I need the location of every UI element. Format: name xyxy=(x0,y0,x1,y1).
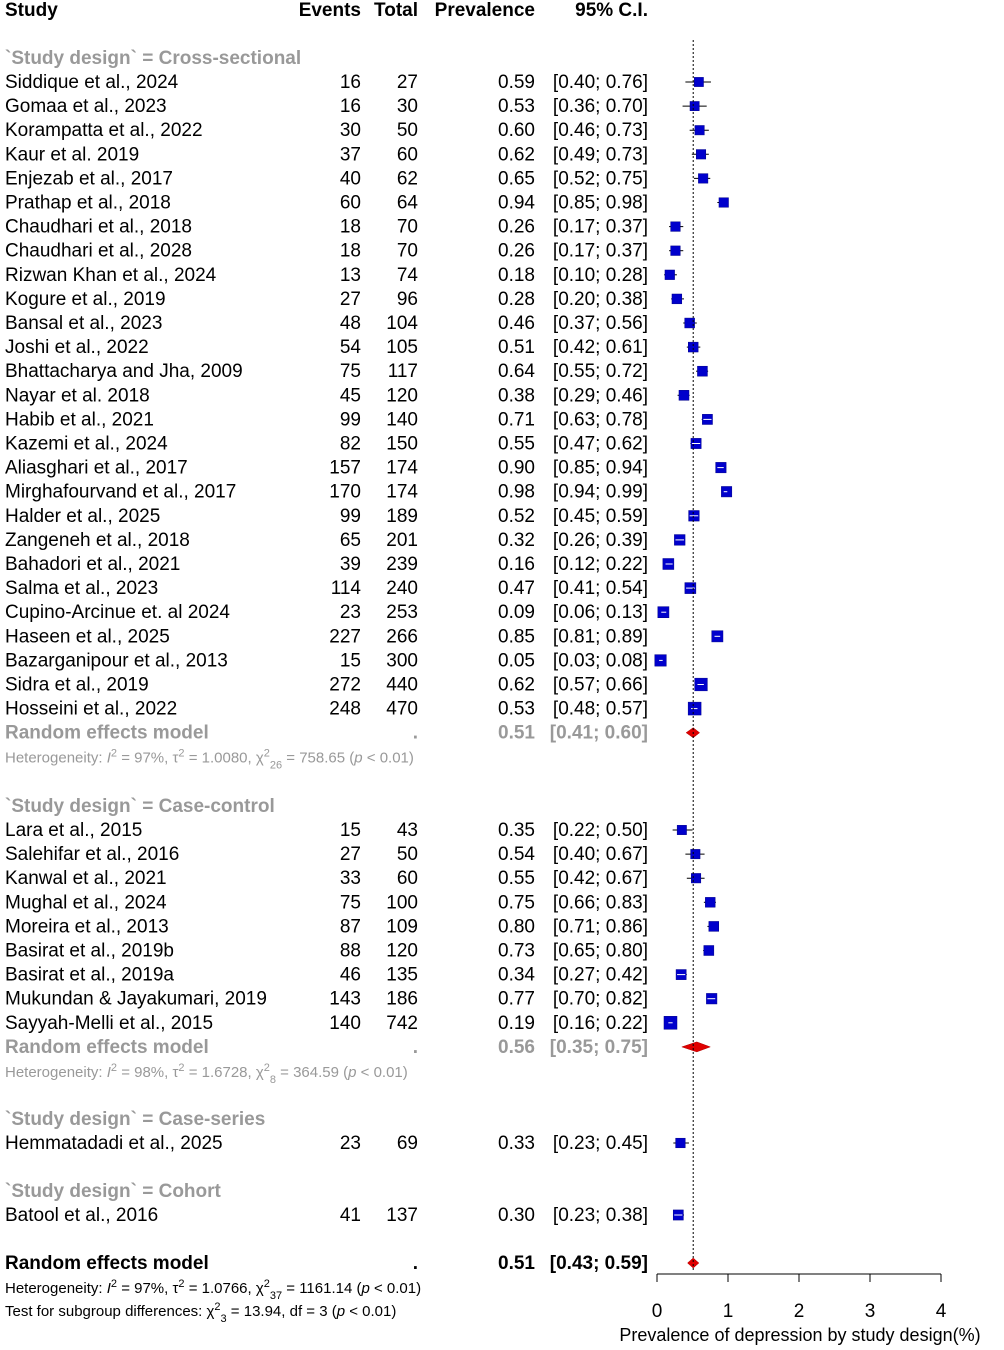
study-label: Chaudhari et al., 2028 xyxy=(5,240,192,262)
study-square xyxy=(679,390,689,400)
events-value: 227 xyxy=(329,626,361,648)
prevalence-value: 0.60 xyxy=(498,120,535,142)
prevalence-value: 0.59 xyxy=(498,72,535,93)
total-value: 240 xyxy=(386,578,418,600)
ci-value: [0.46; 0.73] xyxy=(552,120,648,142)
total-value: 201 xyxy=(386,529,418,551)
total-value: 27 xyxy=(396,72,418,93)
events-value: 143 xyxy=(329,988,361,1010)
study-label: Batool et al., 2016 xyxy=(5,1205,159,1226)
total-value: 50 xyxy=(396,844,418,866)
prevalence-value: 0.75 xyxy=(498,892,535,914)
ci-value: [0.52; 0.75] xyxy=(552,168,648,190)
ci-value: [0.66; 0.83] xyxy=(552,892,648,914)
events-value: 30 xyxy=(339,120,361,142)
prevalence-value: 0.18 xyxy=(498,264,535,286)
study-label: Mukundan & Jayakumari, 2019 xyxy=(5,988,267,1010)
prevalence-value: 0.62 xyxy=(498,144,535,166)
total-value: 104 xyxy=(386,313,418,334)
study-square xyxy=(698,174,708,184)
prevalence-value: 0.09 xyxy=(498,602,535,624)
events-value: 75 xyxy=(339,361,361,383)
total-value: 120 xyxy=(386,940,418,962)
events-value: 23 xyxy=(339,1133,361,1154)
study-square xyxy=(690,101,699,110)
total-value: 470 xyxy=(386,698,418,720)
subgroup-heterogeneity: Heterogeneity: $I^2 = 97\%$, $\tau^2 = 1.0080$, $\chi^2_{26} = 758.65$ (p < 0.01) xyxy=(5,747,414,772)
study-square xyxy=(688,342,698,352)
total-value: 742 xyxy=(386,1012,418,1034)
x-tick-label: 2 xyxy=(793,1301,805,1322)
events-value: 15 xyxy=(339,820,361,841)
total-value: 440 xyxy=(386,674,418,696)
ci-value: [0.40; 0.67] xyxy=(552,844,648,866)
overall-pooled-label: Random effects model xyxy=(5,1253,209,1274)
total-value: 60 xyxy=(396,144,418,166)
events-value: 18 xyxy=(339,216,361,238)
total-value: 135 xyxy=(386,964,418,986)
total-value: 70 xyxy=(396,216,418,238)
study-square xyxy=(691,849,700,858)
events-value: 23 xyxy=(339,602,361,624)
subgroup-pooled-diamond xyxy=(682,1042,710,1052)
ci-value: [0.85; 0.98] xyxy=(552,192,648,214)
events-value: 27 xyxy=(339,844,361,866)
header-ci: 95% C.I. xyxy=(575,0,648,21)
study-square xyxy=(677,825,686,834)
ci-value: [0.40; 0.76] xyxy=(552,72,648,93)
total-value: 266 xyxy=(386,626,418,648)
events-value: 16 xyxy=(339,72,361,93)
study-label: Hemmatadadi et al., 2025 xyxy=(5,1133,223,1154)
study-label: Basirat et al., 2019a xyxy=(5,964,174,986)
study-label: Hosseini et al., 2022 xyxy=(5,698,178,720)
events-value: 18 xyxy=(339,240,361,262)
events-value: 45 xyxy=(339,385,361,407)
prevalence-value: 0.51 xyxy=(498,337,535,359)
events-value: 54 xyxy=(339,337,361,359)
ci-value: [0.03; 0.08] xyxy=(552,650,648,672)
events-value: 33 xyxy=(339,868,361,890)
events-value: 48 xyxy=(339,313,361,334)
ci-value: [0.06; 0.13] xyxy=(552,602,648,624)
ci-value: [0.16; 0.22] xyxy=(552,1012,648,1034)
total-value: 117 xyxy=(387,361,418,383)
events-value: 39 xyxy=(339,554,361,575)
prevalence-value: 0.46 xyxy=(498,313,535,334)
subgroup-header: `Study design` = Case-series xyxy=(5,1109,266,1130)
prevalence-value: 0.16 xyxy=(498,554,535,575)
study-square xyxy=(671,222,681,232)
total-value: 174 xyxy=(386,457,418,479)
events-value: 88 xyxy=(339,940,361,962)
subgroup-pooled-ci: [0.41; 0.60] xyxy=(549,722,648,744)
ci-value: [0.41; 0.54] xyxy=(552,578,648,600)
study-label: Joshi et al., 2022 xyxy=(5,337,149,359)
prevalence-value: 0.64 xyxy=(498,361,535,383)
study-square xyxy=(676,1138,686,1148)
events-value: 272 xyxy=(329,674,361,696)
study-label: Chaudhari et al., 2018 xyxy=(5,216,192,238)
study-label: Cupino-Arcinue et. al 2024 xyxy=(5,602,230,624)
ci-value: [0.26; 0.39] xyxy=(552,529,648,551)
total-value: 74 xyxy=(396,264,418,286)
study-label: Haseen et al., 2025 xyxy=(5,626,170,648)
subgroup-pooled-ci: [0.35; 0.75] xyxy=(549,1036,648,1058)
total-value: 140 xyxy=(386,409,418,431)
events-value: 114 xyxy=(330,578,361,600)
ci-value: [0.17; 0.37] xyxy=(552,216,648,238)
total-value: 109 xyxy=(386,916,418,938)
events-value: 157 xyxy=(329,457,361,479)
overall-pooled-prevalence: 0.51 xyxy=(498,1253,535,1274)
prevalence-value: 0.98 xyxy=(498,481,535,503)
x-tick-label: 3 xyxy=(864,1301,876,1322)
ci-value: [0.49; 0.73] xyxy=(552,144,648,166)
total-value: 60 xyxy=(396,868,418,890)
events-value: 140 xyxy=(329,1012,361,1034)
ci-value: [0.65; 0.80] xyxy=(552,940,648,962)
events-value: 65 xyxy=(339,529,361,551)
study-label: Basirat et al., 2019b xyxy=(5,940,174,962)
ci-value: [0.12; 0.22] xyxy=(552,554,648,575)
ci-value: [0.81; 0.89] xyxy=(552,626,648,648)
total-value: 120 xyxy=(386,385,418,407)
ci-value: [0.27; 0.42] xyxy=(552,964,648,986)
events-value: 99 xyxy=(339,505,361,527)
study-label: Enjezab et al., 2017 xyxy=(5,168,173,190)
ci-value: [0.63; 0.78] xyxy=(552,409,648,431)
study-square xyxy=(671,246,681,256)
study-square xyxy=(709,921,719,931)
total-value: 300 xyxy=(386,650,418,672)
prevalence-value: 0.54 xyxy=(498,844,535,866)
ci-value: [0.48; 0.57] xyxy=(552,698,648,720)
prevalence-value: 0.90 xyxy=(498,457,535,479)
total-value: 137 xyxy=(386,1205,418,1226)
events-value: 87 xyxy=(339,916,361,938)
total-value: 174 xyxy=(386,481,418,503)
prevalence-value: 0.71 xyxy=(498,409,535,431)
ci-value: [0.42; 0.61] xyxy=(552,337,648,359)
x-tick-label: 4 xyxy=(935,1301,947,1322)
prevalence-value: 0.28 xyxy=(498,288,535,310)
overall-pooled-diamond xyxy=(688,1258,699,1268)
ci-value: [0.85; 0.94] xyxy=(552,457,648,479)
prevalence-value: 0.33 xyxy=(498,1133,535,1154)
subgroup-pooled-prevalence: 0.51 xyxy=(498,722,535,744)
study-label: Nayar et al. 2018 xyxy=(5,385,150,407)
study-label: Korampatta et al., 2022 xyxy=(5,120,203,142)
study-square xyxy=(696,150,706,160)
x-tick-label: 1 xyxy=(722,1301,734,1322)
ci-value: [0.22; 0.50] xyxy=(552,820,648,841)
study-label: Bansal et al., 2023 xyxy=(5,313,163,334)
prevalence-value: 0.73 xyxy=(498,940,535,962)
study-square xyxy=(665,270,675,280)
total-value: 186 xyxy=(386,988,418,1010)
subgroup-pooled-label: Random effects model xyxy=(5,1036,209,1058)
study-square xyxy=(672,294,682,304)
ci-value: [0.45; 0.59] xyxy=(552,505,648,527)
study-square xyxy=(705,897,715,907)
study-label: Aliasghari et al., 2017 xyxy=(5,457,188,479)
prevalence-value: 0.47 xyxy=(498,578,535,600)
ci-value: [0.17; 0.37] xyxy=(552,240,648,262)
events-value: 170 xyxy=(329,481,361,503)
prevalence-value: 0.65 xyxy=(498,168,535,190)
prevalence-value: 0.85 xyxy=(498,626,535,648)
header-study: Study xyxy=(5,0,58,21)
prevalence-value: 0.30 xyxy=(498,1205,535,1226)
events-value: 60 xyxy=(339,192,361,214)
study-label: Lara et al., 2015 xyxy=(5,820,143,841)
prevalence-value: 0.32 xyxy=(498,529,535,551)
study-square xyxy=(697,366,707,376)
events-value: 248 xyxy=(329,698,361,720)
study-label: Salehifar et al., 2016 xyxy=(5,844,180,866)
events-value: 37 xyxy=(339,144,361,166)
events-value: 75 xyxy=(339,892,361,914)
prevalence-value: 0.77 xyxy=(498,988,535,1010)
study-label: Kanwal et al., 2021 xyxy=(5,868,167,890)
prevalence-value: 0.52 xyxy=(498,505,535,527)
prevalence-value: 0.55 xyxy=(498,433,535,455)
ci-value: [0.23; 0.38] xyxy=(552,1205,648,1226)
prevalence-value: 0.94 xyxy=(498,192,535,214)
study-square xyxy=(719,198,729,208)
study-label: Salma et al., 2023 xyxy=(5,578,159,600)
study-square xyxy=(685,318,695,328)
study-label: Halder et al., 2025 xyxy=(5,505,161,527)
study-label: Bazarganipour et al., 2013 xyxy=(5,650,228,672)
overall-heterogeneity: Heterogeneity: $I^2 = 97\%$, $\tau^2 = 1.0766$, $\chi^2_{37} = 1161.14$ (p < 0.01) xyxy=(5,1278,422,1302)
total-value: 69 xyxy=(396,1133,418,1154)
study-label: Mughal et al., 2024 xyxy=(5,892,167,914)
study-label: Mirghafourvand et al., 2017 xyxy=(5,481,237,503)
events-value: 99 xyxy=(339,409,361,431)
subgroup-heterogeneity: Heterogeneity: $I^2 = 98\%$, $\tau^2 = 1.6728$, $\chi^2_8 = 364.59$ (p < 0.01) xyxy=(5,1061,408,1086)
subgroup-pooled-prevalence: 0.56 xyxy=(498,1036,535,1058)
ci-value: [0.29; 0.46] xyxy=(552,385,648,407)
subgroup-header: `Study design` = Case-control xyxy=(5,796,275,817)
subgroup-header: `Study design` = Cross-sectional xyxy=(5,48,302,69)
ci-value: [0.71; 0.86] xyxy=(552,916,648,938)
events-value: 41 xyxy=(339,1205,361,1226)
x-tick-label: 0 xyxy=(651,1301,663,1322)
study-label: Habib et al., 2021 xyxy=(5,409,154,431)
ci-value: [0.94; 0.99] xyxy=(552,481,648,503)
overall-pooled-dot: . xyxy=(412,1253,418,1274)
total-value: 100 xyxy=(386,892,418,914)
events-value: 16 xyxy=(339,96,361,118)
ci-value: [0.70; 0.82] xyxy=(552,988,648,1010)
ci-value: [0.23; 0.45] xyxy=(552,1133,648,1154)
prevalence-value: 0.80 xyxy=(498,916,535,938)
study-label: Prathap et al., 2018 xyxy=(5,192,171,214)
prevalence-value: 0.62 xyxy=(498,674,535,696)
total-value: 253 xyxy=(386,602,418,624)
subgroup-pooled-dot: . xyxy=(412,722,418,744)
total-value: 96 xyxy=(396,288,418,310)
events-value: 46 xyxy=(339,964,361,986)
events-value: 13 xyxy=(339,264,361,286)
prevalence-value: 0.05 xyxy=(498,650,535,672)
prevalence-value: 0.38 xyxy=(498,385,535,407)
study-label: Kaur et al. 2019 xyxy=(5,144,140,166)
total-value: 70 xyxy=(396,240,418,262)
total-value: 62 xyxy=(396,168,418,190)
study-label: Kazemi et al., 2024 xyxy=(5,433,168,455)
ci-value: [0.42; 0.67] xyxy=(552,868,648,890)
prevalence-value: 0.34 xyxy=(498,964,535,986)
study-square xyxy=(694,77,703,86)
study-label: Zangeneh et al., 2018 xyxy=(5,529,190,551)
ci-value: [0.20; 0.38] xyxy=(552,288,648,310)
ci-value: [0.37; 0.56] xyxy=(552,313,648,334)
header-prevalence: Prevalence xyxy=(434,0,535,21)
prevalence-value: 0.55 xyxy=(498,868,535,890)
prevalence-value: 0.35 xyxy=(498,820,535,841)
prevalence-value: 0.53 xyxy=(498,96,535,118)
subgroup-difference-test: Test for subgroup differences: $\chi^2_3 = 13.94$, df = 3 (p < 0.01) xyxy=(5,1301,397,1325)
prevalence-value: 0.26 xyxy=(498,216,535,238)
subgroup-header: `Study design` = Cohort xyxy=(5,1181,221,1202)
ci-value: [0.10; 0.28] xyxy=(552,264,648,286)
subgroup-pooled-label: Random effects model xyxy=(5,722,209,744)
subgroup-pooled-dot: . xyxy=(412,1036,418,1058)
total-value: 239 xyxy=(386,554,418,575)
total-value: 189 xyxy=(386,505,418,527)
study-square xyxy=(695,125,704,134)
events-value: 82 xyxy=(339,433,361,455)
prevalence-value: 0.26 xyxy=(498,240,535,262)
study-square xyxy=(704,946,714,956)
header-events: Events xyxy=(298,0,361,21)
study-label: Bhattacharya and Jha, 2009 xyxy=(5,361,243,383)
events-value: 15 xyxy=(339,650,361,672)
total-value: 43 xyxy=(396,820,418,841)
total-value: 50 xyxy=(396,120,418,142)
events-value: 40 xyxy=(339,168,361,190)
study-label: Siddique et al., 2024 xyxy=(5,72,179,93)
header-total: Total xyxy=(374,0,418,21)
study-label: Kogure et al., 2019 xyxy=(5,288,166,310)
total-value: 105 xyxy=(386,337,418,359)
ci-value: [0.47; 0.62] xyxy=(552,433,648,455)
study-label: Sayyah-Melli et al., 2015 xyxy=(5,1012,214,1034)
study-label: Bahadori et al., 2021 xyxy=(5,554,181,575)
ci-value: [0.57; 0.66] xyxy=(552,674,648,696)
total-value: 64 xyxy=(396,192,418,214)
study-label: Moreira et al., 2013 xyxy=(5,916,169,938)
study-label: Gomaa et al., 2023 xyxy=(5,96,167,118)
prevalence-value: 0.53 xyxy=(498,698,535,720)
x-axis-title: Prevalence of depression by study design(%) xyxy=(619,1325,981,1345)
ci-value: [0.36; 0.70] xyxy=(552,96,648,118)
events-value: 27 xyxy=(339,288,361,310)
overall-pooled-ci: [0.43; 0.59] xyxy=(549,1253,648,1274)
total-value: 30 xyxy=(396,96,418,118)
total-value: 150 xyxy=(386,433,418,455)
ci-value: [0.55; 0.72] xyxy=(552,361,648,383)
study-label: Sidra et al., 2019 xyxy=(5,674,149,696)
prevalence-value: 0.19 xyxy=(498,1012,535,1034)
study-label: Rizwan Khan et al., 2024 xyxy=(5,264,217,286)
